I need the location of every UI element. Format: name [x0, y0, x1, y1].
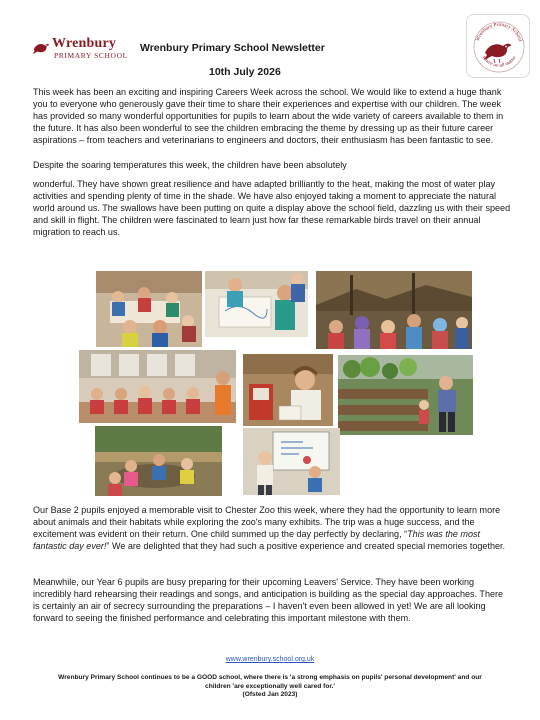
- ofsted-line-2: children 'are exceptionally well cared for.': [205, 682, 335, 690]
- svg-text:Wrenbury Primary School: [475, 22, 523, 43]
- logo-subtitle: PRIMARY SCHOOL: [54, 51, 128, 60]
- badge-name-text: Wrenbury Primary School: [474, 21, 524, 43]
- school-logo: [32, 36, 128, 60]
- hall-assembly-photo: [79, 350, 236, 423]
- children-drawing-photo: [205, 271, 308, 337]
- chester-zoo-paragraph: [33, 504, 511, 552]
- ofsted-statement: [20, 674, 520, 700]
- whiteboard-children-photo: [243, 428, 340, 495]
- classroom-group-photo: [96, 271, 202, 347]
- newsletter-date: 10th July 2026: [209, 66, 281, 78]
- school-badge: [466, 14, 530, 78]
- newsletter-title: Wrenbury Primary School Newsletter: [140, 42, 325, 54]
- school-website-link[interactable]: www.wrenbury.school.org.uk: [225, 656, 315, 663]
- zoo-text-start: Our Base 2 pupils enjoyed a memorable visit to Chester Zoo this week, where they had the opportunity to learn more about animals and their habitats while exploring the zoo's many exhibits. The trip was a huge success, and the excitement was evident on their return. One child summed up the day perfectly by declaring, “: [33, 505, 501, 540]
- outdoor-play-photo: [95, 426, 222, 496]
- leavers-service-paragraph: Meanwhile, our Year 6 pupils are busy preparing for their upcoming Leavers' Service. They have been working incredibly hard rehearsing their readings and songs, and anticipation is building as the special day approaches. There is certainly an air of secrecy surrounding the preparations – I haven't even been allowed in yet! We are all looking forward to seeing the finished performance and celebrating this important milestone with them.: [33, 577, 504, 624]
- temperature-intro-line: Despite the soaring temperatures this week, the children have been absolutely: [33, 160, 347, 170]
- logo-wordmark: Wrenbury: [52, 36, 117, 51]
- zoo-text-end: ” We are delighted that they had such a positive experience and created special memories together.: [106, 541, 506, 552]
- garden-planters-photo: [338, 355, 473, 435]
- wren-bird-icon: [32, 38, 50, 56]
- resilience-paragraph: wonderful. They have shown great resilience and have adapted brilliantly to the heat, making the most of water play activities and spending plenty of time in the shade. We have also enjoyed taking a moment to appreciate the natural world around us. The swallows have been putting on quite a display above the school field, dazzling us with their speed and skill in flight. The children were fascinated to learn just how far these remarkable birds travel on their annual migration to reach us.: [33, 179, 511, 238]
- ofsted-citation: (Ofsted Jan 2023): [242, 691, 298, 699]
- careers-week-paragraph: This week has been an exciting and inspiring Careers Week across the school. We would like to extend a huge thank you to everyone who generously gave their time to share their experiences and expertise with our children. The week has provided so many wonderful opportunities for pupils to learn about the wide variety of careers available to them in the future. It has also been wonderful to see the children embracing the theme by dressing up as their future career aspirations – from teachers and veterinarians to engineers and doctors, their enthusiasm has been fantastic to see.: [33, 87, 504, 146]
- child-quote: This was the most fantastic day ever!: [33, 529, 481, 552]
- zoo-visit-photo: [316, 271, 472, 349]
- badge-motto-text: Where we all matter: [480, 55, 518, 69]
- ofsted-line-1: Wrenbury Primary School continues to be a GOOD school, where there is 'a strong emphasis on pupils' personal development' and our: [58, 674, 482, 681]
- child-reading-photo: [243, 354, 333, 426]
